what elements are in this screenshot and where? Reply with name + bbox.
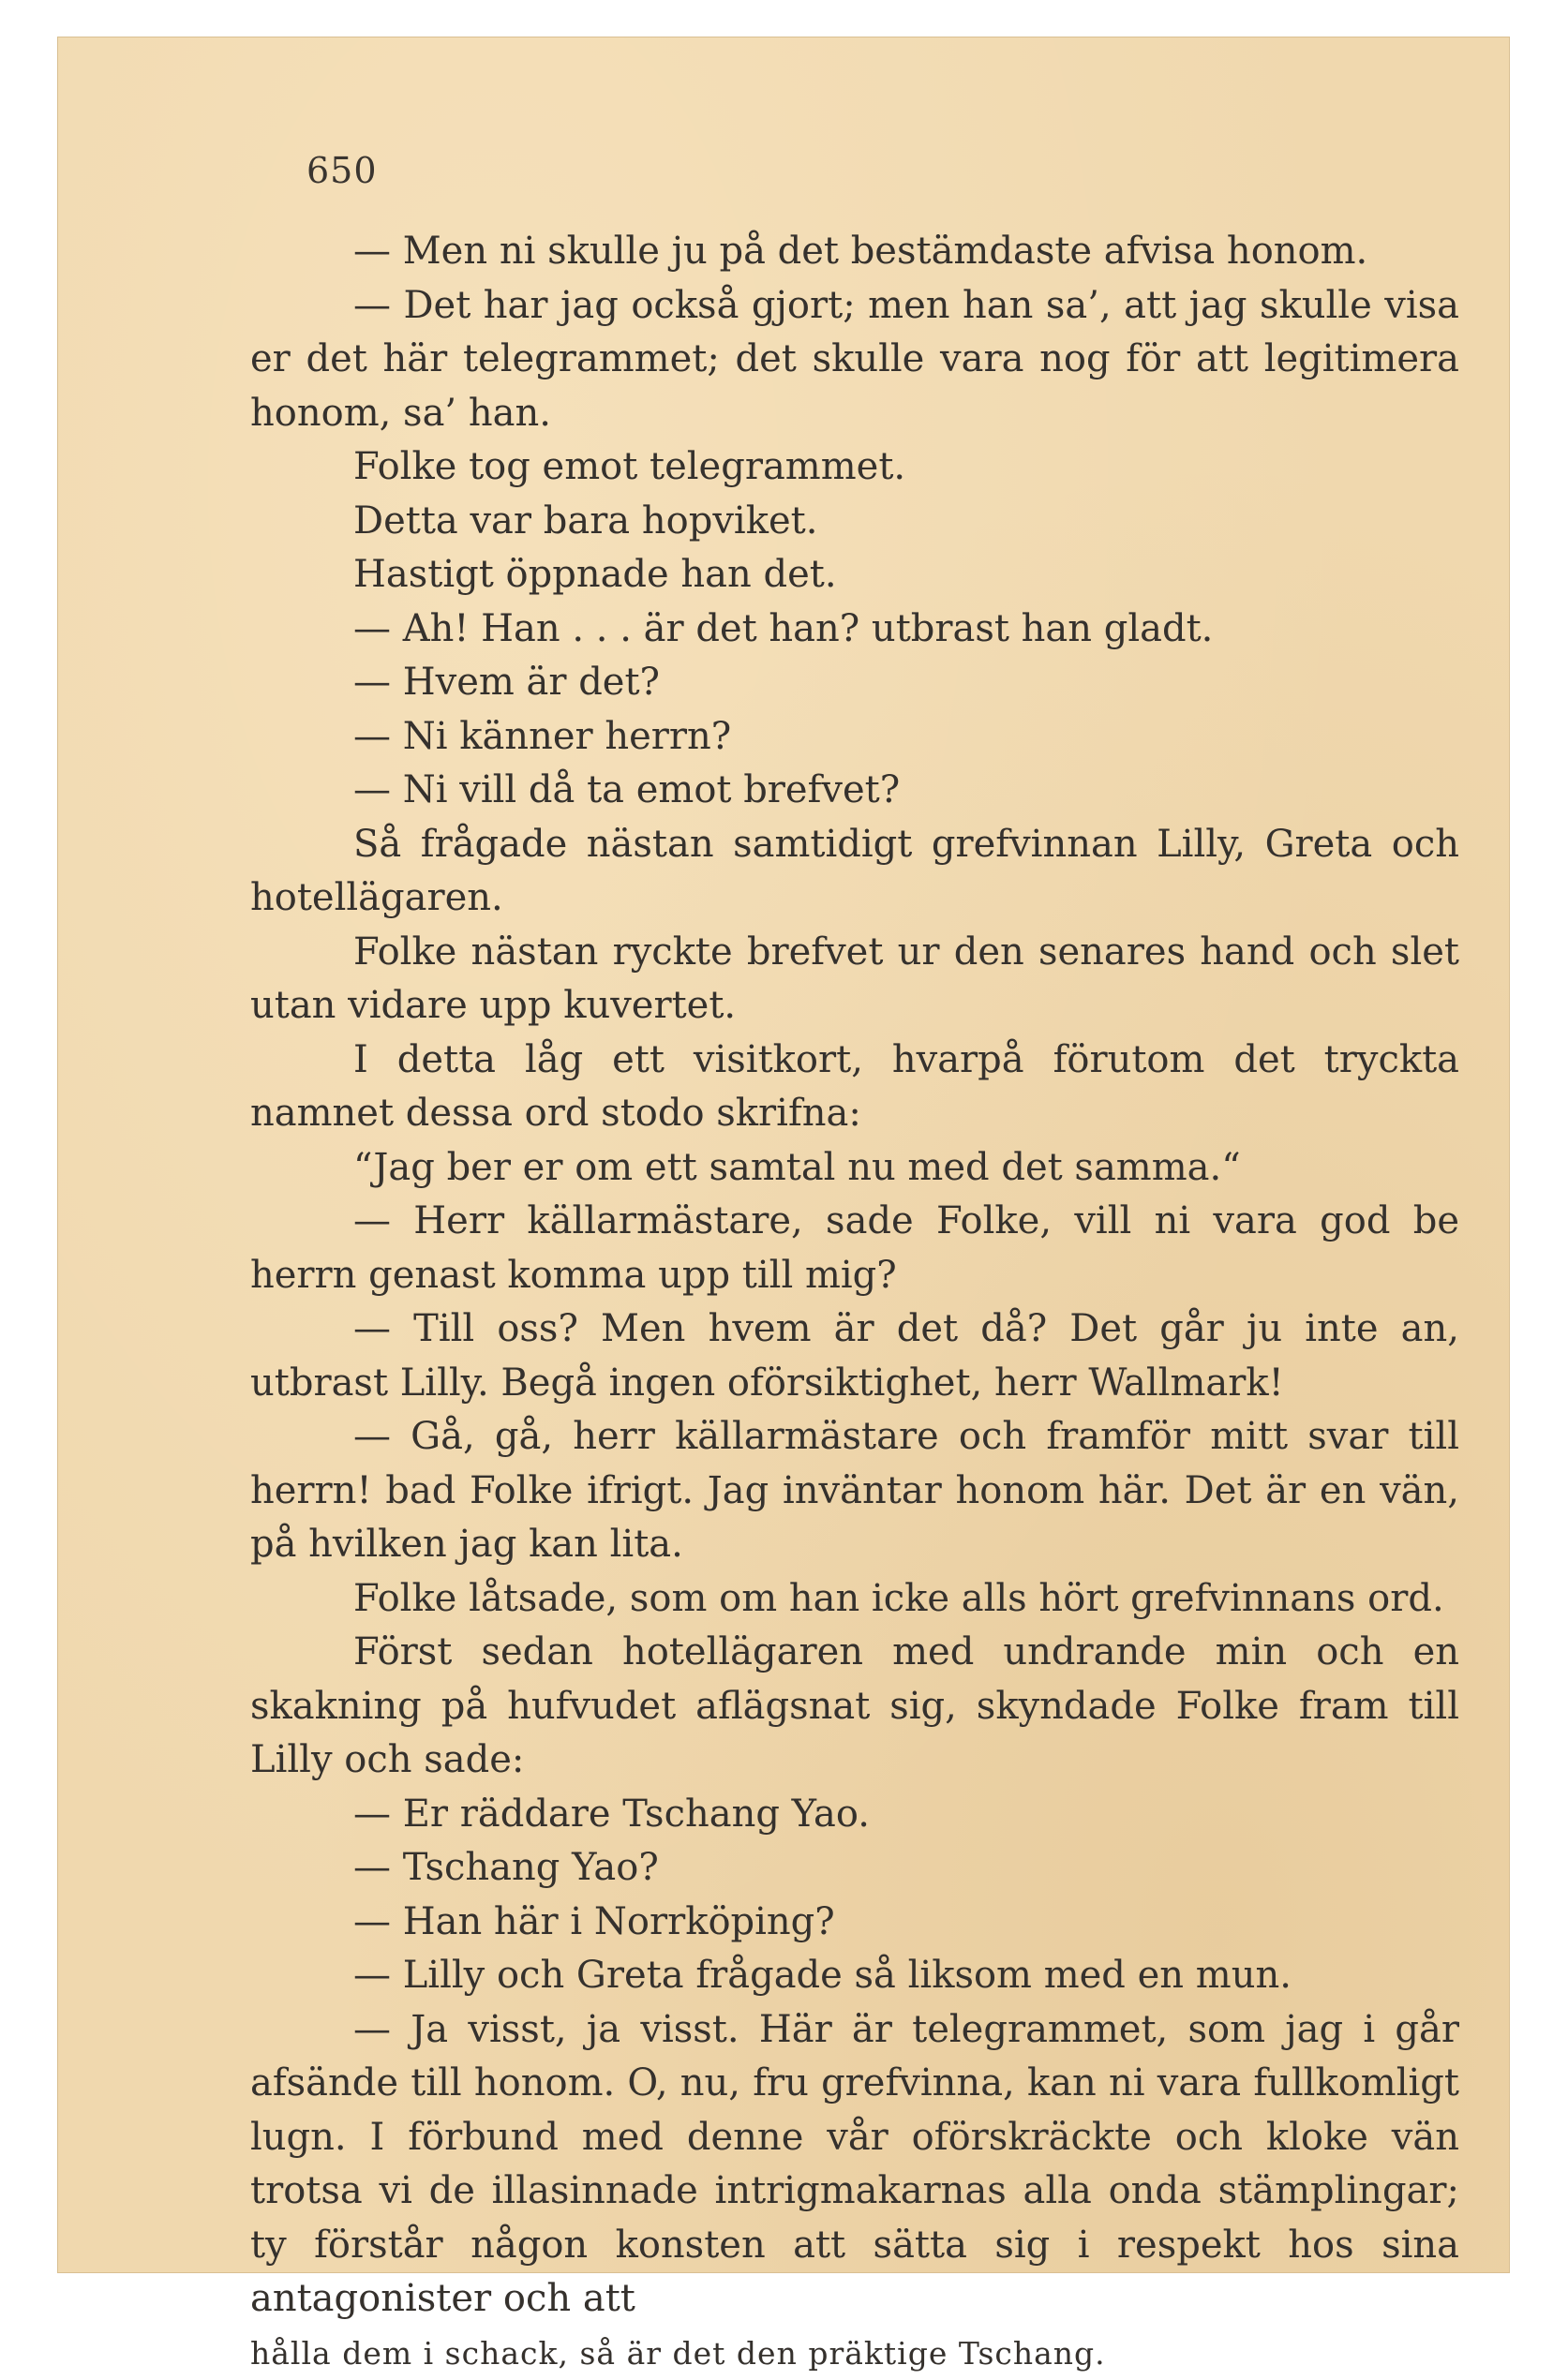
paragraph: — Men ni skulle ju på det bestämdaste afvisa honom. xyxy=(250,225,1459,279)
paragraph: — Er räddare Tschang Yao. xyxy=(250,1788,1459,1842)
paragraph: — Ni känner herrn? xyxy=(250,710,1459,765)
paragraph: — Gå, gå, herr källarmästare och framför mitt svar till herrn! bad Folke ifrigt. Jag inväntar honom här. Det är en vän, på hvilken jag kan lita. xyxy=(250,1410,1459,1572)
paragraph: — Det har jag också gjort; men han sa’, att jag skulle visa er det här telegrammet; det skulle vara nog för att legitimera honom, sa’ han. xyxy=(250,279,1459,441)
paragraph: — Ah! Han . . . är det han? utbrast han gladt. xyxy=(250,602,1459,657)
paragraph: Folke tog emot telegrammet. xyxy=(250,440,1459,495)
paragraph: “Jag ber er om ett samtal nu med det samma.“ xyxy=(250,1141,1459,1196)
paragraph: — Han här i Norrköping? xyxy=(250,1896,1459,1950)
paragraph: — Lilly och Greta frågade så liksom med en mun. xyxy=(250,1949,1459,2003)
page-number: 650 xyxy=(306,150,378,191)
book-page xyxy=(58,37,1509,2272)
paragraph: Folke nästan ryckte brefvet ur den senares hand och slet utan vidare upp kuvertet. xyxy=(250,926,1459,1034)
paragraph: — Ja visst, ja visst. Här är telegrammet, som jag i går afsände till honom. O, nu, fru grefvinna, kan ni vara fullkomligt lugn. I förbund med denne vår oförskräckte och kloke vän trotsa vi de illasinnade intrigmakarnas alla onda stämplingar; ty förstår någon konsten att sätta sig i respekt hos sina antagonister och att xyxy=(250,2003,1459,2327)
paragraph: — Hvem är det? xyxy=(250,656,1459,710)
paragraph: — Ni vill då ta emot brefvet? xyxy=(250,764,1459,818)
paragraph: Hastigt öppnade han det. xyxy=(250,548,1459,602)
paragraph-continuation: hålla dem i schack, så är det den präktige Tschang. xyxy=(250,2327,1459,2380)
paragraph: Först sedan hotellägaren med undrande min och en skakning på hufvudet aflägsnat sig, skyndade Folke fram till Lilly och sade: xyxy=(250,1626,1459,1788)
paragraph: — Herr källarmästare, sade Folke, vill ni vara god be herrn genast komma upp till mig? xyxy=(250,1195,1459,1302)
paragraph: I detta låg ett visitkort, hvarpå förutom det tryckta namnet dessa ord stodo skrifna: xyxy=(250,1034,1459,1141)
paragraph: Folke låtsade, som om han icke alls hört grefvinnans ord. xyxy=(250,1572,1459,1627)
paragraph: Detta var bara hopviket. xyxy=(250,495,1459,549)
paragraph: — Tschang Yao? xyxy=(250,1841,1459,1896)
body-text xyxy=(250,225,1459,2380)
paragraph: Så frågade nästan samtidigt grefvinnan Lilly, Greta och hotellägaren. xyxy=(250,818,1459,926)
paragraph: — Till oss? Men hvem är det då? Det går ju inte an, utbrast Lilly. Begå ingen oförsiktighet, herr Wallmark! xyxy=(250,1302,1459,1410)
